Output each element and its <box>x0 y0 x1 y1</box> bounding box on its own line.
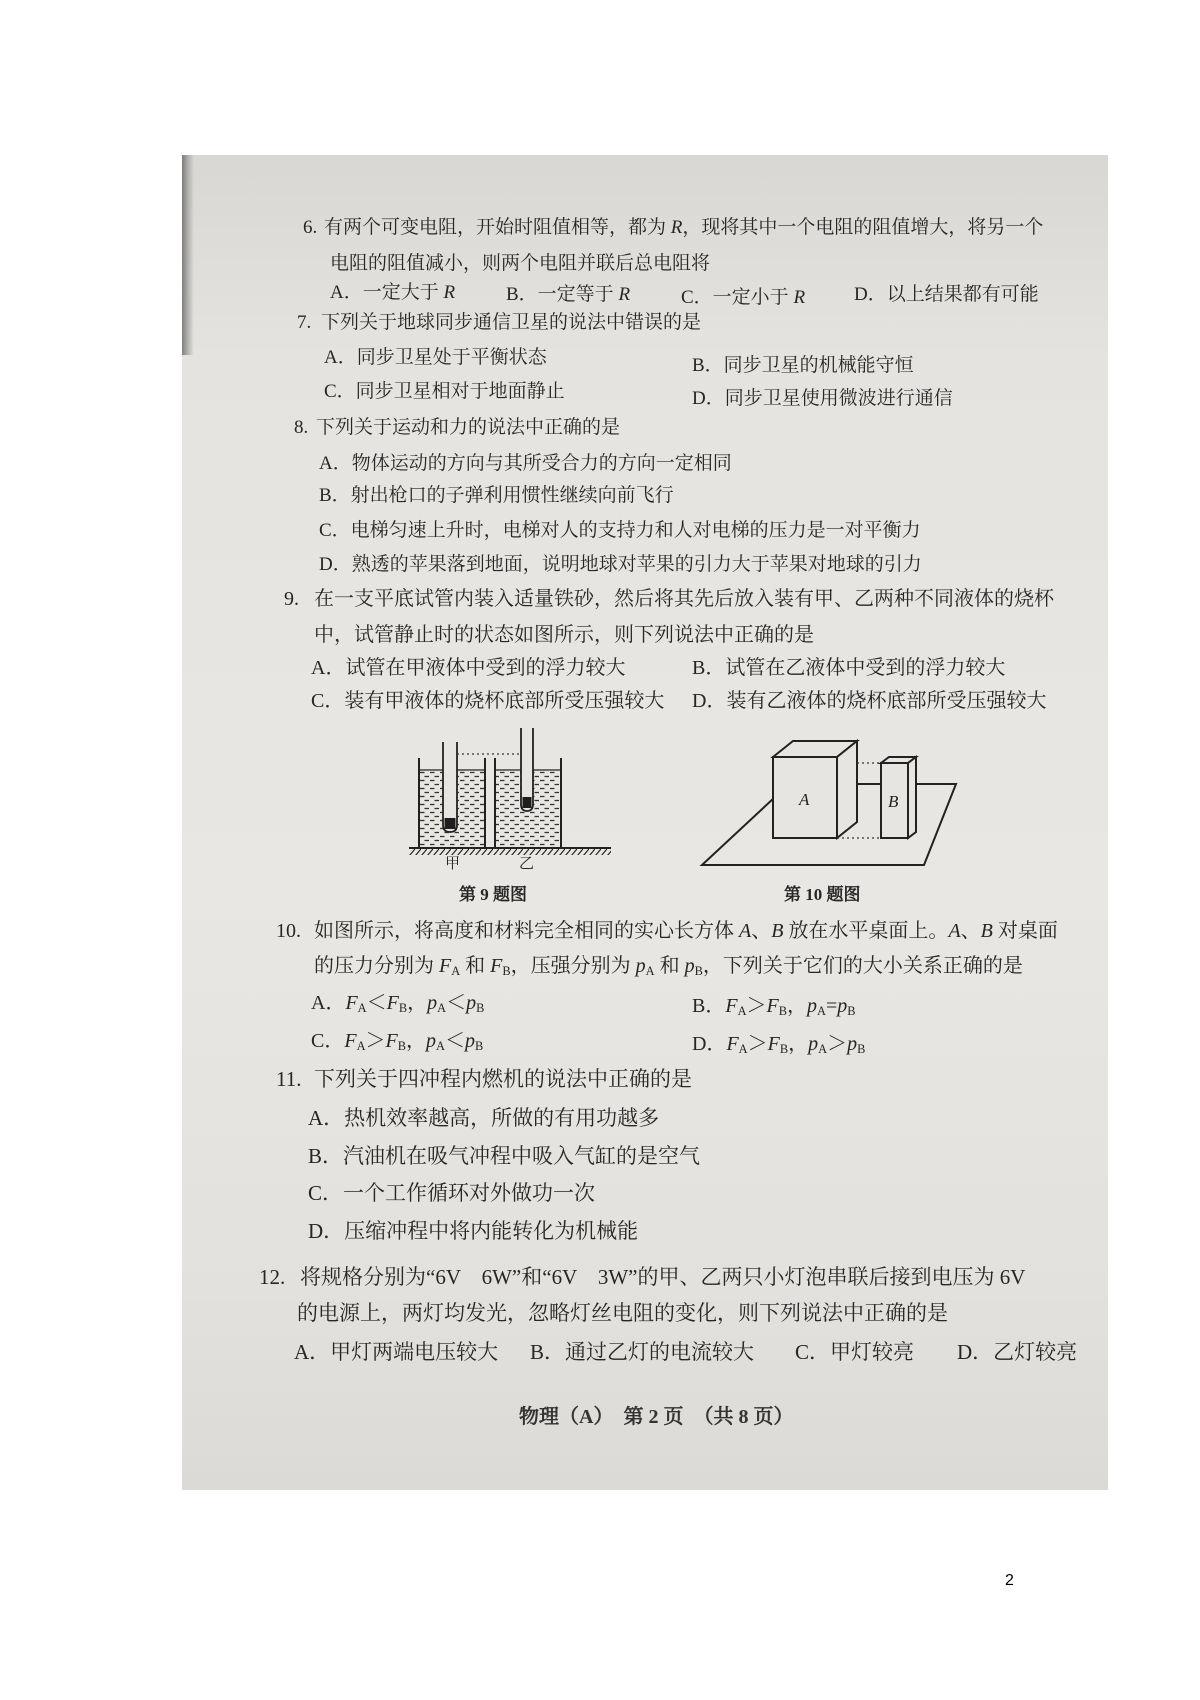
text-run: ， <box>787 995 807 1017</box>
math-subscript: B <box>779 1042 789 1057</box>
scan-edge-shadow <box>182 155 194 355</box>
question-6-stem-line-1 <box>324 217 1043 239</box>
text-run: ，现将其中一个电阻的阻值增大，将另一个 <box>682 217 1044 238</box>
text-run: 、 <box>751 920 772 942</box>
math-variable: p <box>427 992 438 1014</box>
question-6-number: 6. <box>303 217 318 238</box>
math-variable: p <box>635 955 646 977</box>
block-a-side-face <box>837 741 857 838</box>
iron-sand-yi <box>523 797 532 808</box>
math-variable: F <box>725 995 738 1017</box>
question-6-option-d: D．以上结果都有可能 <box>854 284 1039 305</box>
ground-hatching <box>409 848 611 855</box>
iron-sand-jia <box>445 818 456 829</box>
text-run: 和 <box>460 955 491 977</box>
question-9-option-b: B．试管在乙液体中受到的浮力较大 <box>692 657 1006 679</box>
math-subscript: A <box>357 1001 367 1016</box>
text-run: ， <box>406 1030 426 1052</box>
question-7-stem: 下列关于地球同步通信卫星的说法中错误的是 <box>321 312 702 333</box>
text-run: 和 <box>654 955 685 977</box>
exam-page-footer: 物理（A） 第 2 页 （共 8 页） <box>519 1406 794 1428</box>
math-subscript: A <box>356 1039 366 1054</box>
math-subscript: B <box>502 964 511 979</box>
math-variable: R <box>443 282 456 303</box>
question-9-number: 9. <box>284 588 299 610</box>
math-variable: p <box>464 1030 475 1052</box>
question-12-option-d: D．乙灯较亮 <box>957 1340 1078 1364</box>
text-run: ＞ <box>827 1033 848 1055</box>
math-variable: F <box>490 955 503 977</box>
math-variable: F <box>344 1030 357 1052</box>
math-subscript: A <box>451 964 461 979</box>
question-11-stem: 下列关于四冲程内燃机的说法中正确的是 <box>314 1067 692 1091</box>
question-6-stem-line-2: 电阻的阻值减小，则两个电阻并联后总电阻将 <box>330 253 711 274</box>
math-subscript: A <box>437 1001 447 1016</box>
text-run: ， <box>407 992 428 1014</box>
text-run: ＜ <box>366 992 387 1014</box>
question-9-stem-line-2: 中，试管静止时的状态如图所示，则下列说法中正确的是 <box>314 624 814 646</box>
math-subscript: B <box>847 1004 856 1019</box>
math-subscript: B <box>778 1004 787 1019</box>
text-run: = <box>825 995 838 1017</box>
label-block-a: A <box>799 790 810 809</box>
question-11-option-d: D．压缩冲程中将内能转化为机械能 <box>308 1219 639 1243</box>
scanned-exam-page <box>182 155 1108 1490</box>
question-8-option-b: B．射出枪口的子弹利用惯性继续向前飞行 <box>319 485 674 506</box>
text-run: 有两个可变电阻，开始时阻值相等，都为 <box>324 217 671 238</box>
math-variable: p <box>466 992 477 1014</box>
figure-10-diagram <box>697 733 962 873</box>
question-9-stem-line-1: 在一支平底试管内装入适量铁砂，然后将其先后放入装有甲、乙两种不同液体的烧杯 <box>314 588 1054 610</box>
question-12-stem-line-1: 将规格分别为“6V 6W”和“6V 3W”的甲、乙两只小灯泡串联后接到电压为 6V <box>300 1265 1026 1289</box>
math-variable: F <box>726 1033 739 1055</box>
math-variable: R <box>793 287 806 308</box>
text-run: ，压强分别为 <box>510 955 636 977</box>
question-6-option-a <box>330 282 455 304</box>
question-9-option-d: D．装有乙液体的烧杯底部所受压强较大 <box>692 690 1047 712</box>
question-8-option-d: D．熟透的苹果落到地面，说明地球对苹果的引力大于苹果对地球的引力 <box>319 554 922 575</box>
question-7-option-c: C．同步卫星相对于地面静止 <box>324 381 565 402</box>
math-variable: p <box>837 995 848 1017</box>
text-run: 对桌面 <box>992 920 1058 942</box>
question-11-number: 11. <box>276 1067 302 1091</box>
question-10-option-a <box>311 992 484 1014</box>
question-12-option-a: A．甲灯两端电压较大 <box>294 1340 499 1364</box>
question-12-option-b: B．通过乙灯的电流较大 <box>530 1340 755 1364</box>
text-run: 放在水平桌面上。 <box>783 920 949 942</box>
math-variable: A <box>739 920 752 942</box>
question-8-stem: 下列关于运动和力的说法中正确的是 <box>316 417 621 438</box>
label-jia: 甲 <box>445 856 461 872</box>
figure-10-caption: 第 10 题图 <box>784 885 861 904</box>
block-b-side-face <box>908 757 916 838</box>
math-variable: F <box>767 1033 780 1055</box>
question-8-option-a: A．物体运动的方向与其所受合力的方向一定相同 <box>319 453 732 474</box>
text-run: ＜ <box>444 1030 465 1052</box>
math-variable: p <box>684 955 695 977</box>
question-11-option-b: B．汽油机在吸气冲程中吸入气缸的是空气 <box>308 1144 701 1168</box>
math-subscript: A <box>818 1042 828 1057</box>
text-run: ， <box>788 1033 809 1055</box>
text-run: ＞ <box>747 1033 768 1055</box>
question-10-stem-line-2 <box>314 955 1023 977</box>
math-subscript: A <box>436 1039 445 1054</box>
question-10-stem-line-1 <box>314 920 1058 942</box>
math-variable: R <box>618 284 631 305</box>
math-variable: p <box>426 1030 436 1052</box>
question-10-option-c <box>311 1030 483 1052</box>
document-page-number: 2 <box>1005 1572 1014 1589</box>
math-variable: R <box>670 217 683 238</box>
math-variable: p <box>847 1033 858 1055</box>
question-10-option-d <box>692 1033 865 1055</box>
question-8-number: 8. <box>294 417 309 438</box>
label-yi: 乙 <box>519 856 535 872</box>
math-subscript: B <box>398 1001 408 1016</box>
question-10-option-b <box>692 995 856 1017</box>
text-run: 、 <box>960 920 981 942</box>
math-variable: B <box>771 920 784 942</box>
label-block-b: B <box>888 792 899 811</box>
figure-9-caption: 第 9 题图 <box>459 885 527 904</box>
math-subscript: A <box>737 1004 747 1019</box>
math-subscript: A <box>645 964 655 979</box>
math-variable: B <box>980 920 993 942</box>
question-9-option-c: C．装有甲液体的烧杯底部所受压强较大 <box>311 690 665 712</box>
question-11-option-a: A．热机效率越高，所做的有用功越多 <box>308 1106 660 1130</box>
question-6-option-b <box>506 284 630 306</box>
text-run: C． <box>311 1030 345 1052</box>
text-run: 如图所示，将高度和材料完全相同的实心长方体 <box>314 920 739 942</box>
math-variable: p <box>808 1033 819 1055</box>
math-variable: F <box>766 995 779 1017</box>
text-run: B． <box>692 995 726 1017</box>
text-run: A． <box>311 992 346 1014</box>
math-subscript: B <box>397 1039 406 1054</box>
text-run: D． <box>692 1033 727 1055</box>
text-run: ＜ <box>446 992 467 1014</box>
math-subscript: B <box>694 964 703 979</box>
question-6-option-c <box>681 287 805 309</box>
question-8-option-c: C．电梯匀速上升时，电梯对人的支持力和人对电梯的压力是一对平衡力 <box>319 520 921 541</box>
math-variable: F <box>385 1030 398 1052</box>
question-11-option-c: C．一个工作循环对外做功一次 <box>308 1181 596 1205</box>
math-variable: F <box>439 955 452 977</box>
text-run: C．一定小于 <box>681 287 794 308</box>
math-subscript: B <box>474 1039 484 1054</box>
math-subscript: B <box>476 1001 485 1016</box>
question-9-option-a: A．试管在甲液体中受到的浮力较大 <box>311 657 626 679</box>
question-7-option-b: B．同步卫星的机械能守恒 <box>692 355 914 376</box>
text-run: ，下列关于它们的大小关系正确的是 <box>702 955 1023 977</box>
question-12-option-c: C．甲灯较亮 <box>795 1340 915 1364</box>
text-run: ＞ <box>746 995 767 1017</box>
math-subscript: A <box>817 1004 826 1019</box>
math-variable: F <box>386 992 399 1014</box>
math-subscript: A <box>738 1042 748 1057</box>
text-run: ＞ <box>365 1030 386 1052</box>
text-run: A．一定大于 <box>330 282 444 303</box>
question-10-number: 10. <box>276 920 301 942</box>
math-variable: F <box>345 992 358 1014</box>
math-variable: A <box>948 920 961 942</box>
question-7-option-d: D．同步卫星使用微波进行通信 <box>692 388 953 409</box>
text-run: B．一定等于 <box>506 284 619 305</box>
math-variable: p <box>807 995 817 1017</box>
text-run: 的压力分别为 <box>314 955 439 977</box>
question-12-stem-line-2: 的电源上，两灯均发光，忽略灯丝电阻的变化，则下列说法中正确的是 <box>297 1301 948 1325</box>
question-7-number: 7. <box>297 312 312 333</box>
question-12-number: 12. <box>259 1265 286 1289</box>
math-subscript: B <box>857 1042 866 1057</box>
question-7-option-a: A．同步卫星处于平衡状态 <box>324 347 547 368</box>
figure-9-diagram <box>409 730 614 870</box>
